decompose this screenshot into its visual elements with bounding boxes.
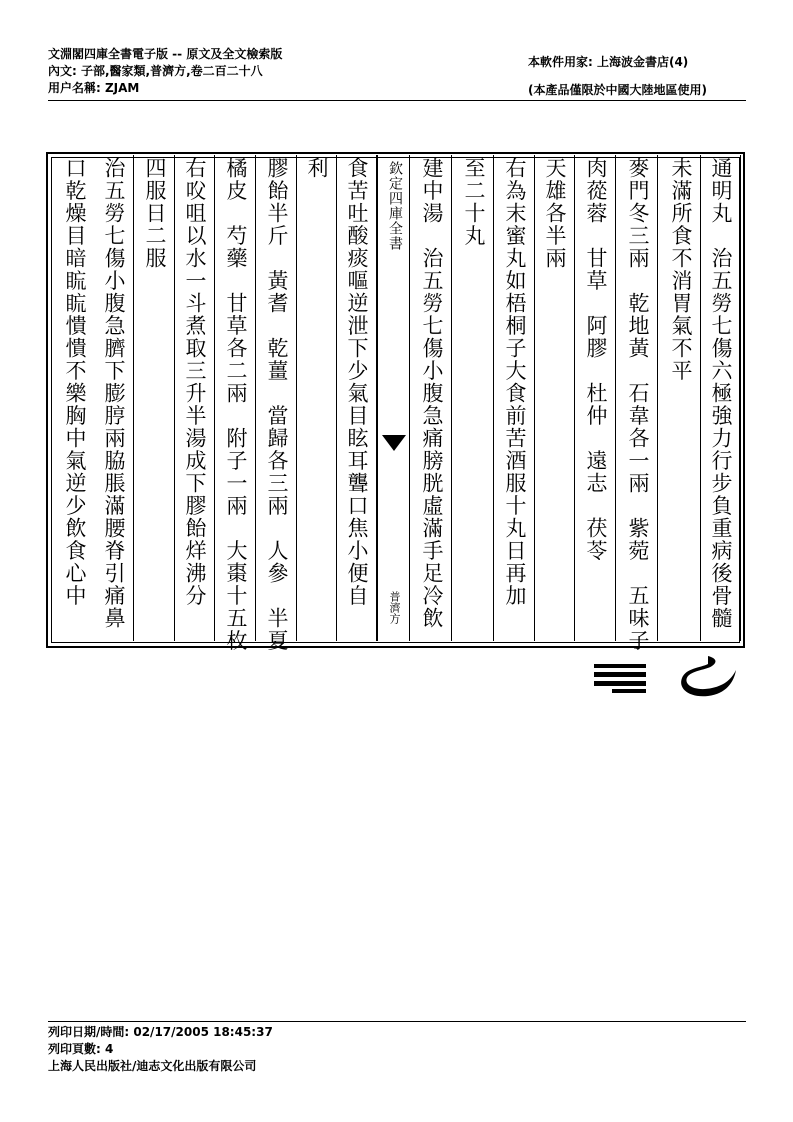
footer-divider [48, 1021, 746, 1022]
text-column: 利 [297, 155, 337, 641]
header-region-note: (本產品僅限於中國大陸地區使用) [528, 83, 707, 97]
header-left [48, 46, 282, 97]
header-licensee: 本軟件用家: 上海波金書店(4) [528, 55, 689, 69]
center-book-subtitle: 普濟方 [388, 591, 401, 624]
text-column: 食苦吐酸痰嘔逆泄下少氣目眩耳聾口焦小便自 [337, 155, 377, 641]
text-column: 至二十丸 [452, 155, 494, 641]
text-column: 通明丸 治五勞七傷六極強力行步負重病後骨髓 [701, 155, 741, 641]
header-username: 用户名稱: ZJAM [48, 81, 140, 95]
text-column: 膠飴半斤 黃耆 乾薑 當歸各三兩 人參 半夏 [256, 155, 297, 641]
text-column: 麥門冬三兩 乾地黃 石韋各一兩 紫菀 五味子 [616, 155, 658, 641]
text-column: 橘皮 芍藥 甘草各二兩 附子一兩 大棗十五枚 [215, 155, 256, 641]
text-column: 建中湯 治五勞七傷小腹急痛膀胱虛滿手足冷飲 [410, 155, 452, 641]
text-column: 肉蓯蓉 甘草 阿膠 杜仲 遠志 茯苓 [575, 155, 616, 641]
text-column: 口乾燥目暗䀮䀮憒憒不樂胸中氣逆少飲食心中 [63, 157, 87, 607]
header-divider [48, 100, 746, 101]
publisher-credit: 上海人民出版社/迪志文化出版有限公司 [48, 1059, 257, 1073]
text-column: 未滿所食不消胃氣不平 [658, 155, 701, 641]
text-column: 天雄各半兩 [535, 155, 575, 641]
footer [48, 1024, 273, 1075]
text-column: 治五勞七傷小腹急臍下膨脝兩脇脹滿腰脊引痛鼻 [94, 155, 134, 641]
header-right [528, 48, 707, 104]
header-content-path: 內文: 子部,醫家類,普濟方,卷二百二十八 [48, 64, 263, 78]
header-title: 文淵閣四庫全書電子版 -- 原文及全文檢索版 [48, 47, 283, 61]
publisher-logo-icon [590, 652, 750, 704]
text-column: 右為末蜜丸如梧桐子大食前苦酒服十丸日再加 [494, 155, 535, 641]
fishtail-mark-icon [382, 435, 406, 451]
print-page-count: 列印頁數: 4 [48, 1042, 114, 1056]
center-fold-column [377, 155, 410, 641]
text-column: 四服日二服 [134, 155, 175, 641]
center-book-title: 欽定四庫全書 [387, 161, 403, 251]
print-datetime: 列印日期/時間: 02/17/2005 18:45:37 [48, 1025, 273, 1039]
text-column: 右㕮咀以水一斗煮取三升半湯成下膠飴烊沸分 [175, 155, 215, 641]
